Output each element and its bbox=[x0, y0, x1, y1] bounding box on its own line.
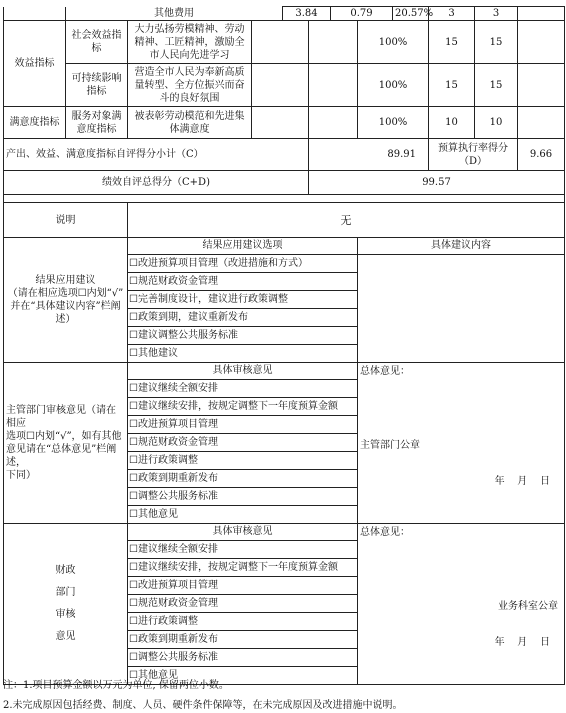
dept-option-improve[interactable]: ☐改进预算项目管理 bbox=[128, 416, 357, 434]
note-1: 注：1.项目预算金额以万元为单位, 保留两位小数。 bbox=[3, 680, 229, 691]
row-satisfaction bbox=[4, 107, 565, 139]
satisfaction-category: 满意度指标 bbox=[4, 107, 66, 139]
row-finance-review bbox=[4, 524, 565, 685]
explain-value: 无 bbox=[128, 203, 565, 238]
option-standardize-funds[interactable]: ☐规范财政资金管理 bbox=[128, 273, 357, 291]
performance-table bbox=[3, 6, 565, 685]
other-cost-weight: 3 bbox=[429, 7, 475, 21]
finance-options-header: 具体审核意见 bbox=[128, 524, 357, 541]
dept-review-options bbox=[128, 363, 358, 524]
option-other[interactable]: ☐其他建议 bbox=[129, 348, 178, 359]
subtotal-value: 89.91 bbox=[309, 139, 429, 171]
finance-review-options bbox=[128, 524, 358, 685]
fin-option-other[interactable]: ☐其他意见 bbox=[129, 670, 178, 681]
fin-option-improve[interactable]: ☐改进预算项目管理 bbox=[128, 577, 357, 595]
social-benefit-score: 15 bbox=[475, 21, 518, 64]
total-label: 绩效自评总得分（C+D) bbox=[4, 171, 309, 195]
dept-option-funds[interactable]: ☐规范财政资金管理 bbox=[128, 434, 357, 452]
content-header: 具体建议内容 bbox=[358, 238, 564, 255]
finance-seal: 业务科室公章 bbox=[498, 601, 559, 612]
finance-overall bbox=[358, 524, 565, 685]
finance-review-label: 财政 部门 审核 意见 bbox=[4, 524, 128, 685]
sustainable-rate: 100% bbox=[358, 64, 429, 107]
sustainable-weight: 15 bbox=[429, 64, 475, 107]
dept-option-adjust[interactable]: ☐建议继续安排，按规定调整下一年度预算金额 bbox=[128, 398, 357, 416]
satisfaction-score: 10 bbox=[475, 107, 518, 139]
dept-option-other[interactable]: ☐其他意见 bbox=[129, 509, 178, 520]
dept-option-full[interactable]: ☐建议继续全额安排 bbox=[128, 380, 357, 398]
exec-rate-label: 预算执行率得分（D） bbox=[429, 139, 518, 171]
satisfaction-weight: 10 bbox=[429, 107, 475, 139]
fin-option-republish[interactable]: ☐政策到期重新发布 bbox=[128, 631, 357, 649]
dept-overall-label: 总体意见： bbox=[360, 366, 411, 377]
row-total bbox=[4, 171, 565, 195]
other-cost-label: 其他费用 bbox=[66, 7, 283, 21]
subtotal-label: 产出、效益、满意度指标自评得分小计（C） bbox=[4, 139, 309, 171]
finance-overall-label: 总体意见： bbox=[360, 527, 411, 538]
satisfaction-name: 服务对象满意度指标 bbox=[66, 107, 128, 139]
row-dept-review bbox=[4, 363, 565, 524]
row-sustainable bbox=[4, 64, 565, 107]
benefit-category: 效益指标 bbox=[4, 21, 66, 107]
result-apply-label: 结果应用建议 （请在相应选项☐内划“√” 并在“具体建议内容”栏阐述） bbox=[4, 238, 128, 363]
sustainable-name: 可持续影响指标 bbox=[66, 64, 128, 107]
finance-date: 年 月 日 bbox=[494, 637, 551, 648]
row-other-cost bbox=[4, 7, 565, 21]
fin-option-adjust[interactable]: ☐建议继续安排，按规定调整下一年度预算金额 bbox=[128, 559, 357, 577]
result-apply-content bbox=[358, 238, 565, 363]
sustainable-desc: 营造全市人民为奉新高质量转型、全方位振兴而奋斗的良好氛围 bbox=[128, 64, 252, 107]
other-cost-executed: 0.79 bbox=[331, 7, 393, 21]
row-result-apply bbox=[4, 238, 565, 363]
dept-option-standard[interactable]: ☐调整公共服务标准 bbox=[128, 488, 357, 506]
dept-option-policy[interactable]: ☐进行政策调整 bbox=[128, 452, 357, 470]
note-2: 2.未完成原因包括经费、制度、人员、硬件条件保障等，在未完成原因及改进措施中说明。 bbox=[3, 700, 403, 711]
exec-rate-value: 9.66 bbox=[518, 139, 565, 171]
satisfaction-rate: 100% bbox=[358, 107, 429, 139]
sustainable-score: 15 bbox=[475, 64, 518, 107]
option-improve-system[interactable]: ☐完善制度设计，建议进行政策调整 bbox=[128, 291, 357, 309]
row-explain bbox=[4, 203, 565, 238]
option-adjust-standard[interactable]: ☐建议调整公共服务标准 bbox=[128, 327, 357, 345]
option-policy-republish[interactable]: ☐政策到期，建议重新发布 bbox=[128, 309, 357, 327]
other-cost-budget: 3.84 bbox=[283, 7, 331, 21]
other-cost-rate: 20.57% bbox=[393, 7, 429, 21]
satisfaction-desc: 被表彰劳动模范和先进集体满意度 bbox=[128, 107, 252, 139]
dept-date: 年 月 日 bbox=[494, 476, 551, 487]
dept-review-label: 主管部门审核意见（请在相应 选项☐内划“√”，如有其他 意见请在“总体意见”栏阐述， 下同） bbox=[4, 363, 128, 524]
result-apply-options-header: 结果应用建议选项 bbox=[128, 238, 357, 255]
dept-overall bbox=[358, 363, 565, 524]
fin-option-standard[interactable]: ☐调整公共服务标准 bbox=[128, 649, 357, 667]
social-benefit-weight: 15 bbox=[429, 21, 475, 64]
row-social-benefit bbox=[4, 21, 565, 64]
social-benefit-name: 社会效益指标 bbox=[66, 21, 128, 64]
social-benefit-rate: 100% bbox=[358, 21, 429, 64]
explain-label: 说明 bbox=[4, 203, 128, 238]
fin-option-full[interactable]: ☐建议继续全额安排 bbox=[128, 541, 357, 559]
result-apply-options bbox=[128, 238, 358, 363]
fin-option-funds[interactable]: ☐规范财政资金管理 bbox=[128, 595, 357, 613]
row-subtotal bbox=[4, 139, 565, 171]
fin-option-policy[interactable]: ☐进行政策调整 bbox=[128, 613, 357, 631]
other-cost-score: 3 bbox=[475, 7, 518, 21]
dept-options-header: 具体审核意见 bbox=[128, 363, 357, 380]
dept-option-republish[interactable]: ☐政策到期重新发布 bbox=[128, 470, 357, 488]
social-benefit-desc: 大力弘扬劳模精神、劳动精神、工匠精神，激励全市人民向先进学习 bbox=[128, 21, 252, 64]
option-improve-budget[interactable]: ☐改进预算项目管理（改进措施和方式） bbox=[128, 255, 357, 273]
total-value: 99.57 bbox=[309, 171, 565, 195]
dept-seal: 主管部门公章 bbox=[360, 440, 421, 451]
